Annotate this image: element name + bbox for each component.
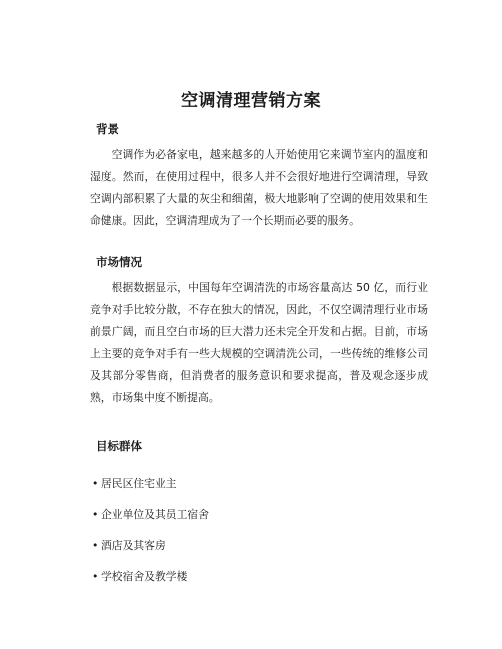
section-heading-market: 市场情况 <box>96 255 142 269</box>
document-title: 空调清理营销方案 <box>181 91 321 111</box>
section-heading-target: 目标群体 <box>96 439 142 453</box>
bullet-icon: • <box>92 508 99 521</box>
list-item-label: 学校宿舍及教学楼 <box>101 570 188 583</box>
list-item <box>90 473 209 504</box>
bullet-icon: • <box>92 539 99 552</box>
list-item <box>90 504 209 535</box>
section-paragraph-background: 空调作为必备家电，越来越多的人开始使用它来调节室内的温度和湿度。然而，在使用过程中，很多人并不会很好地进行空调清理，导致空调内部积累了大量的灰尘和细菌，极大地影响了空调的使用效果和生命健康。因此，空调清理成为了一个长期而必要的服务。 <box>90 148 428 227</box>
list-item <box>90 535 209 566</box>
bullet-icon: • <box>92 477 99 490</box>
target-group-list <box>90 473 209 597</box>
list-item-label: 企业单位及其员工宿舍 <box>101 508 209 521</box>
section-paragraph-market: 根据数据显示，中国每年空调清洗的市场容量高达 50 亿，而行业竞争对手比较分散，不存在独大的情况，因此，不仅空调清理行业市场前景广阔，而且空白市场的巨大潜力还未完全开发和占据。目前，市场上主要的竞争对手有一些大规模的空调清洗公司，一些传统的维修公司及其部分零售商，但消费者的服务意识和要求提高，普及观念逐步成熟，市场集中度不断提高。 <box>90 281 428 404</box>
list-item <box>90 566 209 597</box>
bullet-icon: • <box>92 570 99 583</box>
list-item-label: 居民区住宅业主 <box>101 477 177 490</box>
section-heading-background: 背景 <box>96 122 119 136</box>
list-item-label: 酒店及其客房 <box>101 539 166 552</box>
